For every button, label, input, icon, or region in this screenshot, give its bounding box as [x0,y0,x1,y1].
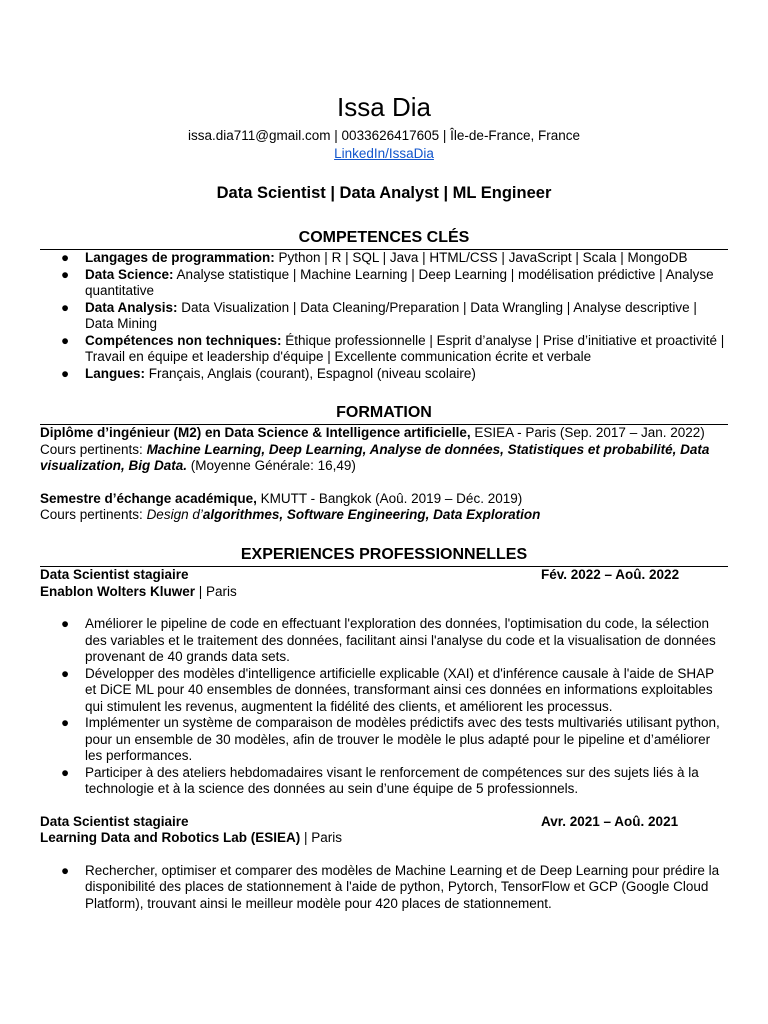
exchange-school: KMUTT - Bangkok (Aoû. 2019 – Déc. 2019) [256,490,523,506]
job-company: Enablon Wolters Kluwer [40,583,196,599]
contact-line [0,127,768,144]
experiences-section [40,545,728,912]
job-title-tagline: Data Scientist | Data Analyst | ML Engineer [216,184,552,202]
job-role: Data Scientist stagiaire [40,813,189,829]
location: Île-de-France, France [450,128,580,143]
job-city: | Paris [300,830,343,845]
list-item: ● Améliorer le pipeline de code en effectuant l'exploration des données, l'optimisation du code, la sélection des variables et le traitement des données, facilitant ainsi l'analyse du code et la visualisation de données provenant de 40 grands data sets. [61,616,716,664]
section-title: FORMATION [336,404,432,421]
email: issa.dia711@gmail.com [188,128,331,143]
degree-school: ESIEA - Paris (Sep. 2017 – Jan. 2022) [470,425,705,440]
degree-grade: (Moyenne Générale: 16,49) [187,458,356,473]
job-company-line [40,584,728,601]
bullet-icon: ● [61,665,70,681]
job-company: Learning Data and Robotics Lab (ESIEA) [40,830,301,845]
job-entry [40,814,728,913]
bullet-icon: ● [61,299,70,315]
job-company-line [40,830,728,847]
bullet-icon: ● [61,365,70,381]
bullet-icon: ● [61,266,70,282]
linkedin-link[interactable]: LinkedIn/IssaDia [334,146,434,161]
section-title: COMPETENCES CLÉS [298,229,470,246]
bullet-icon: ● [61,332,70,348]
phone: 0033626417605 [341,128,440,143]
list-item: ● Rechercher, optimiser et comparer des modèles de Machine Learning et de Deep Learning pour prédire la disponibilité des places de stationnement à l'aide de python, Pytorch, TensorFlow et GCP (Google Cloud Platform), trouvant ainsi le meilleur modèle pour 420 places de stationnement. [61,862,720,911]
list-item: ● Développer des modèles d'intelligence artificielle explicable (XAI) et d'inférence causale à l'aide de SHAP et DiCE ML pour 40 ensembles de données, transformant ainsi ces données en informations exploitables qui stimulent les revenus, augmentent la fidélité des clients, et améliorent les processus. [61,665,714,714]
job-dates: Avr. 2021 – Aoû. 2021 [541,813,679,829]
list-item: ● Langues: Français, Anglais (courant), Espagnol (niveau scolaire) [61,365,476,381]
job-header [40,567,728,584]
separator: | [330,128,342,143]
degree-title: Diplôme d’ingénieur (M2) en Data Science & Intelligence artificielle, [40,425,471,440]
linkedin-line [0,145,768,162]
exchange-entry [40,491,728,524]
bullet-icon: ● [61,250,70,265]
list-item: ● Data Science: Analyse statistique | Machine Learning | Deep Learning | modélisation prédictive | Analyse quantitative [61,266,714,298]
exchange-title: Semestre d’échange académique, [40,490,257,506]
skills-list [40,250,728,382]
separator: | [439,128,451,143]
list-item: ● Compétences non techniques: Éthique professionnelle | Esprit d’analyse | Prise d’initiative et proactivité | Travail en équipe et leadership d'équipe | Excellente communication écrite et verbale [61,332,725,364]
bullet-icon: ● [61,764,70,780]
job-bullets [40,863,728,913]
courses-label: Cours pertinents: [40,441,147,457]
list-item: ● Participer à des ateliers hebdomadaires visant le renforcement de compétences sur des sujets liés à la technologie et à la science des données au sein d’une équipe de 5 professionnels. [61,764,699,796]
job-bullets [40,616,728,798]
courses-label: Cours pertinents: [40,507,147,522]
job-city: | Paris [195,583,237,599]
section-title: EXPERIENCES PROFESSIONNELLES [240,546,528,563]
bullet-icon: ● [61,616,70,631]
list-item: ● Langages de programmation: Python | R | SQL | Java | HTML/CSS | JavaScript | Scala | MongoDB [61,250,688,265]
job-header [40,814,728,831]
degree-courses: Machine Learning, Deep Learning, Analyse de données, Statistiques et probabilité, Data visualization, Big Data. [40,441,710,473]
bullet-icon: ● [61,715,70,730]
list-item: ● Data Analysis: Data Visualization | Data Cleaning/Preparation | Data Wrangling | Analyse descriptive | Data Mining [61,299,697,331]
competences-section [40,228,728,382]
bullet-icon: ● [61,862,70,878]
job-entry [40,567,728,798]
job-role: Data Scientist stagiaire [40,567,189,582]
degree-entry [40,425,728,475]
job-dates: Fév. 2022 – Aoû. 2022 [541,567,680,582]
exchange-courses: algorithmes, Software Engineering, Data Exploration [202,507,541,522]
list-item: ● Implémenter un système de comparaison de modèles prédictifs avec des tests multivariés utilisant python, pour un ensemble de 30 modèles, afin de trouver le modèle le plus adapté pour le pipeline et d’améliorer les performances. [61,715,720,763]
candidate-name: Issa Dia [337,92,431,122]
formation-section [40,403,728,524]
exchange-courses-prefix: Design d’ [146,507,203,522]
